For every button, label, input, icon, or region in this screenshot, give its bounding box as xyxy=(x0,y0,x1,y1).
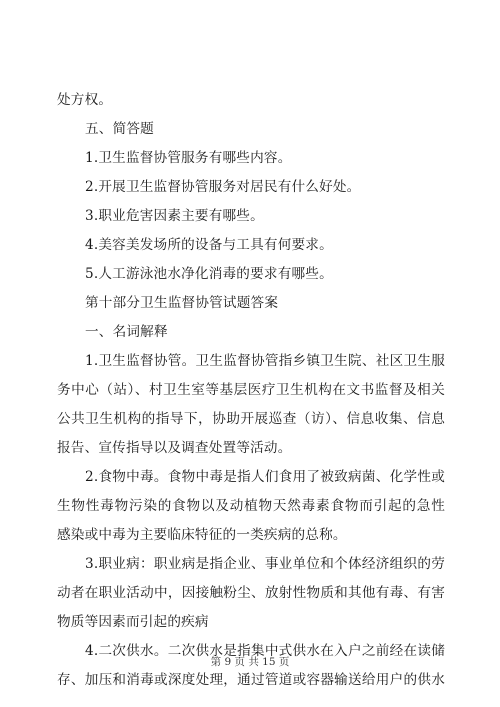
answer-line: 动者在职业活动中，因接触粉尘、放射性物质和其他有毒、有害 xyxy=(57,585,445,601)
answer-line: 3.职业病：职业病是指企业、事业单位和个体经济组织的劳 xyxy=(85,556,445,572)
section-heading: 五、简答题 xyxy=(85,121,154,137)
answer-line: 4.二次供水。二次供水是指集中式供水在入户之前经在读储 xyxy=(85,643,445,659)
answer-line: 2.食物中毒。食物中毒是指人们食用了被致病菌、化学性或 xyxy=(85,469,445,485)
answer-line: 1.卫生监督协管。卫生监督协管指乡镇卫生院、社区卫生服 xyxy=(85,353,445,369)
answer-line: 物质等因素而引起的疾病 xyxy=(57,614,209,630)
page-number: 第 9 页 共 15 页 xyxy=(210,656,290,668)
answer-line: 生物性毒物污染的食物以及动植物天然毒素食物而引起的急性 xyxy=(57,498,445,514)
document-body xyxy=(57,86,445,695)
answer-line: 报告、宣传指导以及调查处置等活动。 xyxy=(57,440,292,456)
answer-line: 存、加压和消毒或深度处理，通过管道或容器输送给用户的供水 xyxy=(57,672,445,688)
question-item: 4.美容美发场所的设备与工具有何要求。 xyxy=(85,237,333,253)
answer-line: 公共卫生机构的指导下，协助开展巡查（访）、信息收集、信息 xyxy=(57,411,445,427)
question-item: 3.职业危害因素主要有哪些。 xyxy=(85,208,264,224)
text-line: 处方权。 xyxy=(57,92,113,108)
question-item: 2.开展卫生监督协管服务对居民有什么好处。 xyxy=(85,179,361,195)
answer-line: 务中心（站）、村卫生室等基层医疗卫生机构在文书监督及相关 xyxy=(57,382,445,398)
part-title: 第十部分卫生监督协管试题答案 xyxy=(85,295,279,311)
section-heading: 一、名词解释 xyxy=(85,324,168,340)
question-item: 1.卫生监督协管服务有哪些内容。 xyxy=(85,150,292,166)
answer-line: 感染或中毒为主要临床特征的一类疾病的总称。 xyxy=(57,527,347,543)
question-item: 5.人工游泳池水净化消毒的要求有哪些。 xyxy=(85,266,333,282)
